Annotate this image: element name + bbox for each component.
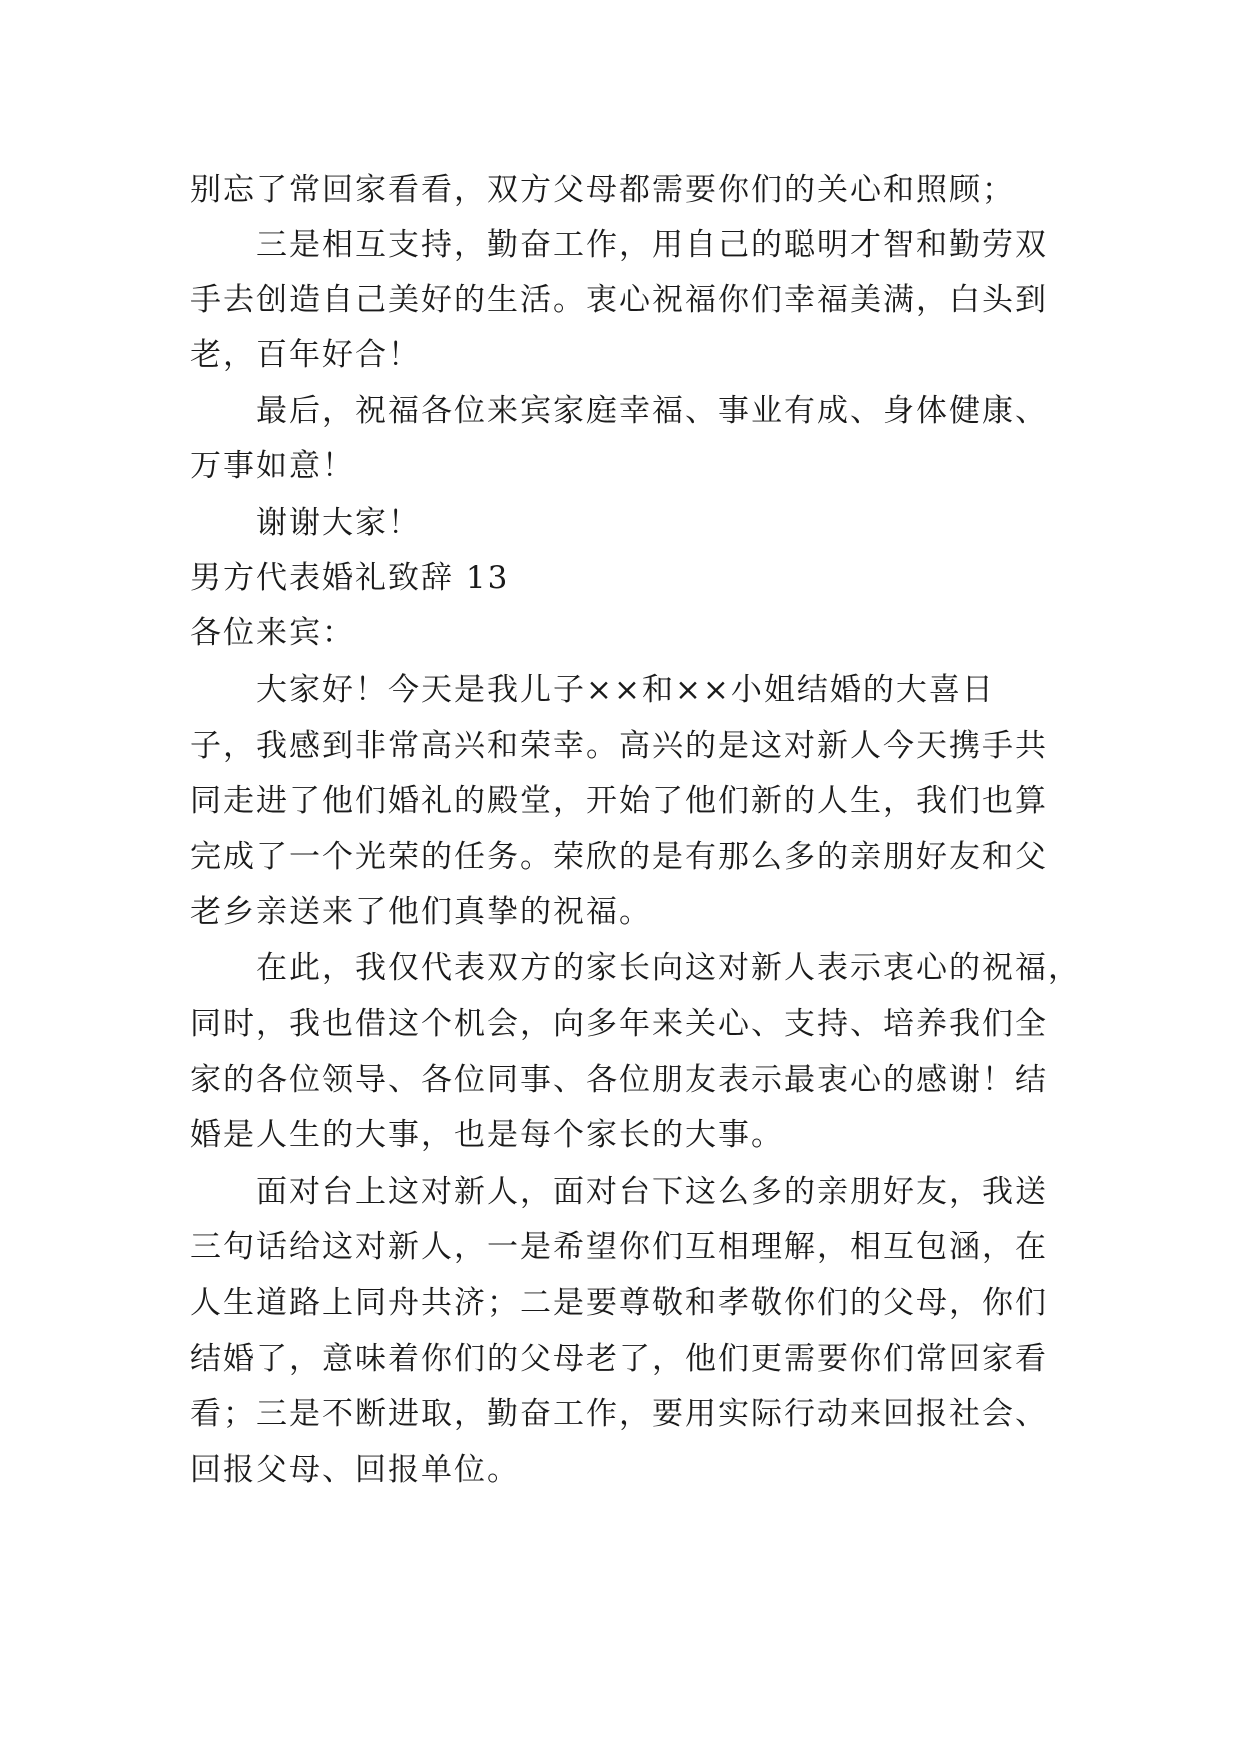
- text-line: 回报父母、回报单位。: [190, 1452, 520, 1488]
- text-line: 结婚了，意味着你们的父母老了，他们更需要你们常回家看: [190, 1341, 1048, 1377]
- text-line: 老，百年好合！: [190, 337, 421, 373]
- paragraph-line: 面对台上这对新人，面对台下这么多的亲朋好友，我送: [256, 1174, 1048, 1210]
- paragraph-line: 最后，祝福各位来宾家庭幸福、事业有成、身体健康、: [256, 393, 1048, 429]
- text-line: 老乡亲送来了他们真挚的祝福。: [190, 894, 652, 930]
- text-line: 家的各位领导、各位同事、各位朋友表示最衷心的感谢！结: [190, 1062, 1048, 1098]
- text-line: 子，我感到非常高兴和荣幸。高兴的是这对新人今天携手共: [190, 728, 1048, 764]
- text-line: 人生道路上同舟共济；二是要尊敬和孝敬你们的父母，你们: [190, 1285, 1048, 1321]
- paragraph-line: 在此，我仅代表双方的家长向这对新人表示衷心的祝福，: [256, 950, 1081, 986]
- paragraph-line: 谢谢大家！: [256, 505, 421, 541]
- text-line: 婚是人生的大事，也是每个家长的大事。: [190, 1117, 784, 1153]
- section-title: 男方代表婚礼致辞 13: [190, 560, 510, 596]
- text-line: 完成了一个光荣的任务。荣欣的是有那么多的亲朋好友和父: [190, 839, 1048, 875]
- paragraph-line: 三是相互支持，勤奋工作，用自己的聪明才智和勤劳双: [256, 227, 1048, 263]
- text-line: 同走进了他们婚礼的殿堂，开始了他们新的人生，我们也算: [190, 783, 1048, 819]
- text-line: 同时，我也借这个机会，向多年来关心、支持、培养我们全: [190, 1006, 1048, 1042]
- text-line: 别忘了常回家看看，双方父母都需要你们的关心和照顾；: [190, 172, 1015, 208]
- salutation: 各位来宾：: [190, 615, 355, 651]
- paragraph-line: 大家好！今天是我儿子××和××小姐结婚的大喜日: [256, 672, 995, 708]
- text-line: 万事如意！: [190, 448, 355, 484]
- text-line: 手去创造自己美好的生活。衷心祝福你们幸福美满，白头到: [190, 282, 1048, 318]
- text-line: 看；三是不断进取，勤奋工作，要用实际行动来回报社会、: [190, 1396, 1048, 1432]
- text-line: 三句话给这对新人，一是希望你们互相理解，相互包涵，在: [190, 1229, 1048, 1265]
